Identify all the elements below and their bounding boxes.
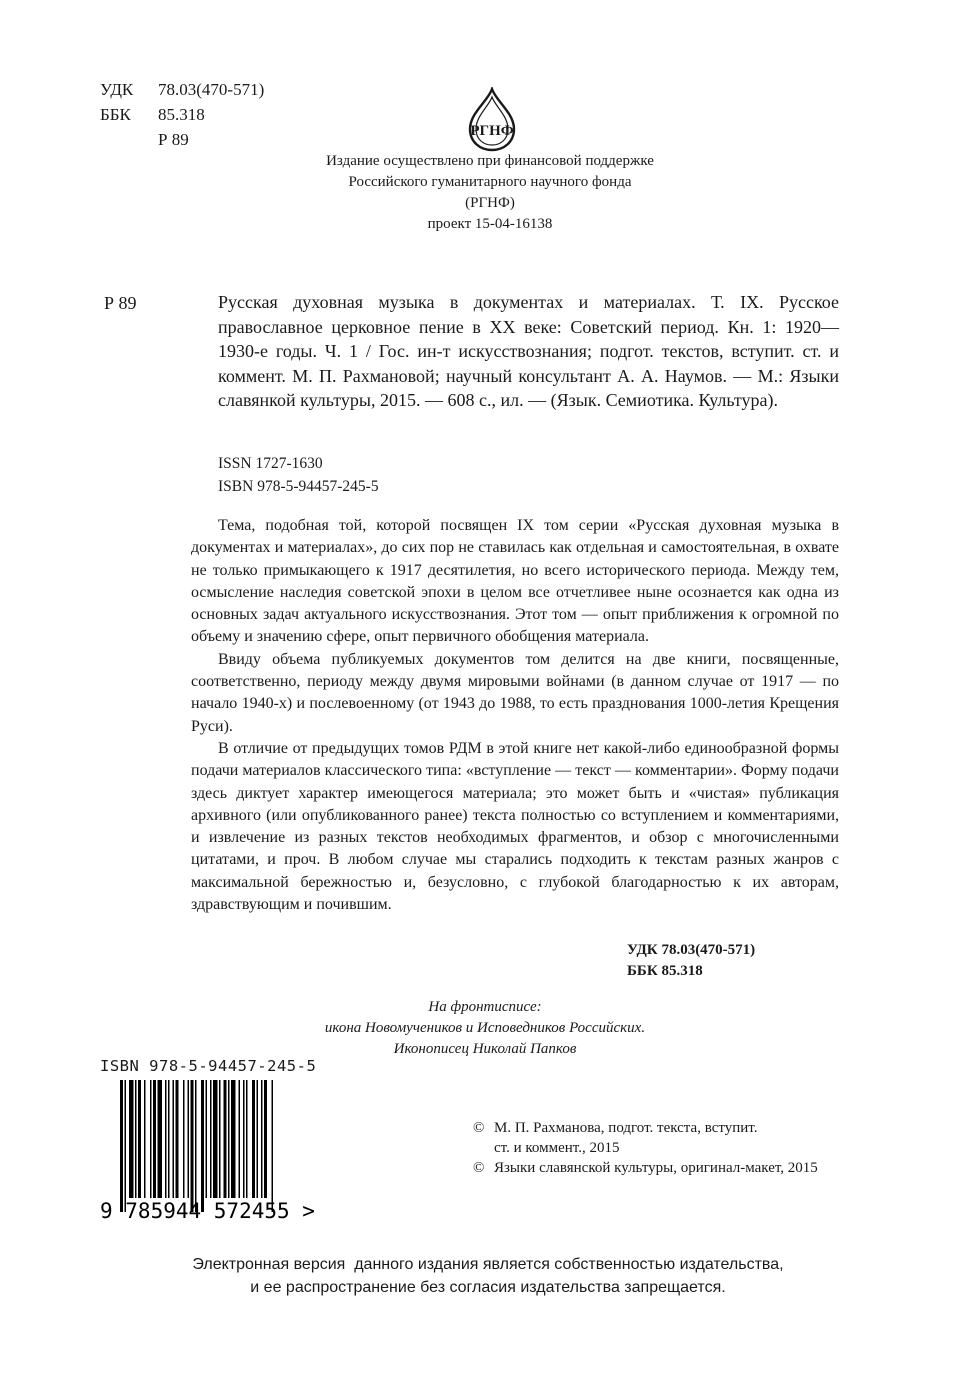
annotation-paragraph: Тема, подобная той, которой посвящен IX том серии «Русская духовная музыка в документах и материалах», до сих пор не ставилась как отдельная и самостоятельная, в охвате не только примыкающего к 1917 десятилетия, но всего исторического периода. Между тем, осмысление наследия советской эпохи в целом все отчетливее ныне осознается как одна из основных задач актуального искусствознания. Этот том — опыт приближения к огромной по объему и значению сфере, опыт первичного обобщения материала. (191, 517, 839, 646)
barcode-bar (252, 1080, 255, 1198)
classification-bold (627, 940, 755, 982)
electronic-version-notice (100, 1253, 876, 1299)
barcode-bar (125, 1080, 127, 1212)
barcode-bar (239, 1080, 241, 1198)
barcode-bar (144, 1080, 146, 1198)
annotation (191, 515, 839, 916)
copyright-symbol: © (473, 1120, 485, 1136)
barcode-bar (228, 1080, 230, 1198)
copyright-line-1: © М. П. Рахманова, подгот. текста, вступит. (473, 1120, 758, 1136)
barcode-bar (153, 1080, 156, 1198)
udk-line (100, 77, 264, 102)
barcode-bar (219, 1080, 221, 1198)
barcode-bar (129, 1080, 134, 1198)
barcode-bar (206, 1080, 208, 1198)
barcode-bar (210, 1080, 212, 1198)
author-mark-value: Р 89 (158, 130, 189, 149)
barcode-bar (183, 1080, 185, 1198)
barcode-bar (158, 1080, 163, 1198)
isbn: ISBN 978-5-94457-245-5 (218, 478, 379, 495)
copyright-symbol: © (473, 1160, 485, 1176)
barcode-bar (150, 1080, 152, 1198)
rgnf-logo-icon (466, 87, 518, 153)
barcode-icon (98, 1080, 326, 1220)
svg-text:РГНФ: РГНФ (470, 123, 514, 139)
frontispiece-line-1: На фронтисписе: (428, 999, 542, 1015)
udk-value: 78.03(470-571) (158, 80, 265, 99)
udk-bold: УДК 78.03(470-571) (627, 942, 756, 958)
barcode-bar (168, 1080, 170, 1198)
barcode-bar (213, 1080, 218, 1198)
author-mark-line (100, 127, 189, 152)
support-line-1: Издание осуществлено при финансовой поддержке (326, 153, 654, 169)
barcode-bar (176, 1080, 179, 1198)
barcode-bar (201, 1080, 204, 1212)
copyright-line-1-cont: ст. и коммент., 2015 (494, 1140, 620, 1156)
barcode-bar (138, 1080, 141, 1198)
barcode-digits: 9 785944 572455 > (100, 1199, 315, 1220)
barcode-bar (243, 1080, 245, 1198)
annotation-paragraph: Ввиду объема публикуемых документов том делится на две книги, посвященные, соответственно, периоду между двумя мировыми войнами (в данном случае от 1917 — по начало 1940-х) и послевоенному (от 1943 до 1988, то есть празднования 1000-летия Крещения Руси). (191, 650, 839, 735)
barcode-bar (261, 1080, 263, 1198)
bibliographic-text: Русская духовная музыка в документах и материалах. Т. IX. Русское православное церковное пение в XX веке: Советский период. Кн. 1: 1920—1930-е годы. Ч. 1 / Гос. ин-т искусствознания; подгот. текстов, вступит. ст. и коммент. М. П. Рахмановой; научный консультант А. А. Наумов. — М.: Языки славянкой культуры, 2015. — 608 с., ил. — (Язык. Семиотика. Культура). (218, 292, 839, 410)
barcode-bar (257, 1080, 259, 1198)
barcode-isbn-label: ISBN 978-5-94457-245-5 (100, 1057, 317, 1075)
annotation-paragraph: В отличие от предыдущих томов РДМ в этой книге нет какой-либо единообразной формы подачи материалов классического типа: «вступление — текст — комментарии». Форму подачи здесь диктует характер имеющегося материала; это может быть и «чистая» публикация архивного (или опубликованного ранее) текста полностью со вступлением и комментариями, и извлечение из разных текстов необходимых фрагментов, и обзор с многочисленными цитатами, и проч. В любом случае мы старались подходить к текстам разных жанров с максимальной бережностью и, безусловно, с глубокой благодарностью к их авторам, здравствующим и почившим. (191, 739, 839, 914)
support-line-2: Российского гуманитарного научного фонда (348, 174, 632, 190)
bbk-key: ББК (100, 105, 131, 124)
bbk-line (100, 102, 205, 127)
barcode-bar (272, 1080, 274, 1212)
barcode-bar (120, 1080, 123, 1212)
barcode-bar (165, 1080, 167, 1198)
barcode-bar (195, 1080, 197, 1212)
bibliographic-record (218, 290, 839, 413)
bbk-value: 85.318 (158, 105, 205, 124)
issn: ISSN 1727-1630 (218, 455, 323, 472)
footer-line-1: Электронная версия данного издания является собственностью издательства, (192, 1256, 784, 1273)
barcode-bar (188, 1080, 190, 1198)
identifiers-block (218, 452, 379, 498)
barcode-bar (135, 1080, 137, 1198)
barcode-bar (224, 1080, 227, 1198)
frontispiece-line-3: Иконописец Николай Папков (393, 1041, 577, 1057)
barcode-bar (191, 1080, 194, 1212)
barcode-bar (264, 1080, 267, 1198)
bbk-bold: ББК 85.318 (627, 963, 703, 979)
frontispiece-line-2: икона Новомучеников и Исповедников Российских. (324, 1020, 646, 1036)
copyright-block (473, 1118, 818, 1178)
udk-key: УДК (100, 80, 134, 99)
support-line-3: (РГНФ) (465, 195, 515, 211)
frontispiece-note (200, 997, 770, 1060)
support-line-4: проект 15-04-16138 (427, 216, 553, 232)
catalog-mark: Р 89 (104, 293, 137, 313)
barcode-bar (231, 1080, 236, 1198)
barcode-bar (173, 1080, 175, 1198)
copyright-line-2: © Языки славянской культуры, оригинал-макет, 2015 (473, 1160, 818, 1176)
footer-line-2: и ее распространение без согласия издательства запрещается. (250, 1279, 726, 1296)
barcode-bar (246, 1080, 248, 1198)
